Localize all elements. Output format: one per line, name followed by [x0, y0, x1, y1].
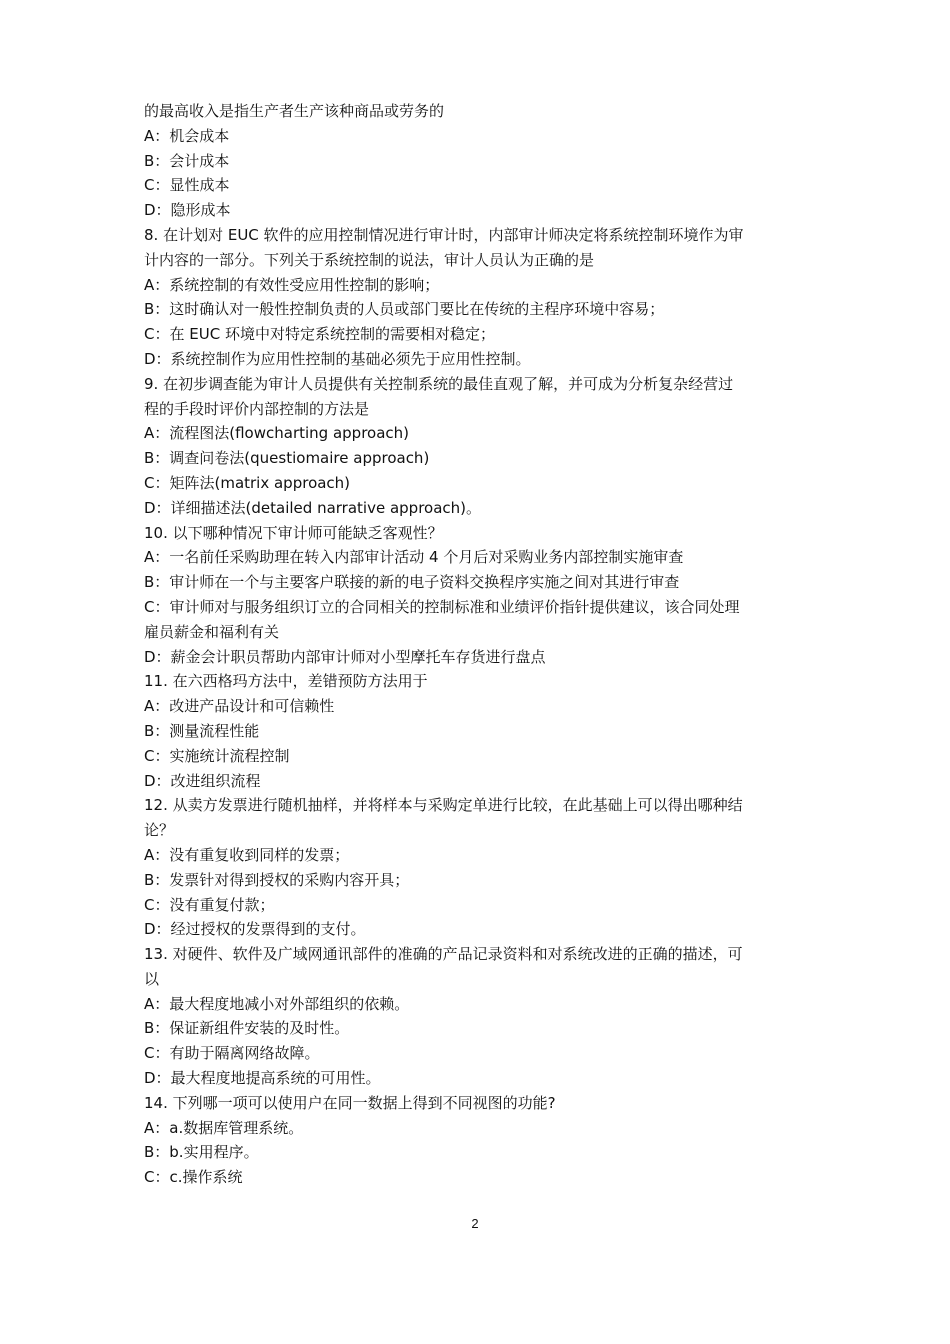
- text-line: D：系统控制作为应用性控制的基础必须先于应用性控制。: [144, 349, 531, 368]
- text-line: A：改进产品设计和可信赖性: [144, 697, 335, 716]
- text-line: B：保证新组件安装的及时性。: [144, 1019, 350, 1038]
- text-line: A：系统控制的有效性受应用性控制的影响；: [144, 275, 440, 294]
- text-line: C：c.操作系统: [144, 1168, 243, 1187]
- text-line: D：薪金会计职员帮助内部审计师对小型摩托车存货进行盘点: [144, 647, 546, 666]
- text-line: C：实施统计流程控制: [144, 746, 290, 765]
- text-line: B：审计师在一个与主要客户联接的新的电子资料交换程序实施之间对其进行审查: [144, 573, 680, 592]
- text-line: C：在 EUC 环境中对特定系统控制的需要相对稳定；: [144, 325, 495, 344]
- text-line: 论？: [144, 821, 175, 840]
- text-line: C：显性成本: [144, 176, 230, 195]
- text-line: A：一名前任采购助理在转入内部审计活动 4 个月后对采购业务内部控制实施审查: [144, 548, 684, 567]
- text-line: A：a.数据库管理系统。: [144, 1118, 304, 1137]
- text-line: 计内容的一部分。下列关于系统控制的说法，审计人员认为正确的是: [144, 250, 595, 269]
- text-line: D：详细描述法(detailed narrative approach)。: [144, 498, 482, 517]
- text-line: B：发票针对得到授权的采购内容开具；: [144, 870, 410, 889]
- text-line: C：审计师对与服务组织订立的合同相关的控制标准和业绩评价指针提供建议，该合同处理: [144, 597, 740, 616]
- text-line: B：b.实用程序。: [144, 1143, 259, 1162]
- text-line: B：测量流程性能: [144, 721, 260, 740]
- text-line: C：没有重复付款；: [144, 895, 275, 914]
- text-line: D：改进组织流程: [144, 771, 261, 790]
- text-line: C：矩阵法(matrix approach): [144, 473, 351, 492]
- text-line: 14. 下列哪一项可以使用户在同一数据上得到不同视图的功能?: [144, 1093, 556, 1112]
- text-line: 12. 从卖方发票进行随机抽样，并将样本与采购定单进行比较，在此基础上可以得出哪种结: [144, 796, 743, 815]
- text-line: 8. 在计划对 EUC 软件的应用控制情况进行审计时，内部审计师决定将系统控制环境作为审: [144, 225, 744, 244]
- text-line: 雇员薪金和福利有关: [144, 622, 280, 641]
- text-line: D：最大程度地提高系统的可用性。: [144, 1069, 381, 1088]
- text-line: 的最高收入是指生产者生产该种商品或劳务的: [144, 102, 445, 120]
- page-number: 2: [471, 1216, 479, 1231]
- text-line: B：这时确认对一般性控制负责的人员或部门要比在传统的主程序环境中容易；: [144, 300, 665, 319]
- text-line: 13. 对硬件、软件及广域网通讯部件的准确的产品记录资料和对系统改进的正确的描述，可: [144, 945, 743, 964]
- text-line: A：机会成本: [144, 126, 230, 145]
- text-line: D：隐形成本: [144, 201, 231, 220]
- text-line: B：调查问卷法(questiomaire approach): [144, 449, 430, 468]
- text-line: 9. 在初步调查能为审计人员提供有关控制系统的最佳直观了解，并可成为分析复杂经营过: [144, 374, 734, 393]
- text-line: D：经过授权的发票得到的支付。: [144, 920, 366, 939]
- text-line: A：没有重复收到同样的发票；: [144, 845, 350, 864]
- text-line: 程的手段时评价内部控制的方法是: [144, 399, 370, 418]
- text-line: 11. 在六西格玛方法中，差错预防方法用于: [144, 672, 428, 691]
- text-line: 10. 以下哪种情况下审计师可能缺乏客观性？: [144, 523, 443, 542]
- text-line: B：会计成本: [144, 151, 230, 170]
- text-line: C：有助于隔离网络故障。: [144, 1044, 320, 1063]
- text-line: A：最大程度地减小对外部组织的依赖。: [144, 994, 410, 1013]
- text-line: A：流程图法(flowcharting approach): [144, 424, 410, 443]
- page-body-text: [144, 99, 816, 1190]
- text-line: 以: [144, 969, 160, 988]
